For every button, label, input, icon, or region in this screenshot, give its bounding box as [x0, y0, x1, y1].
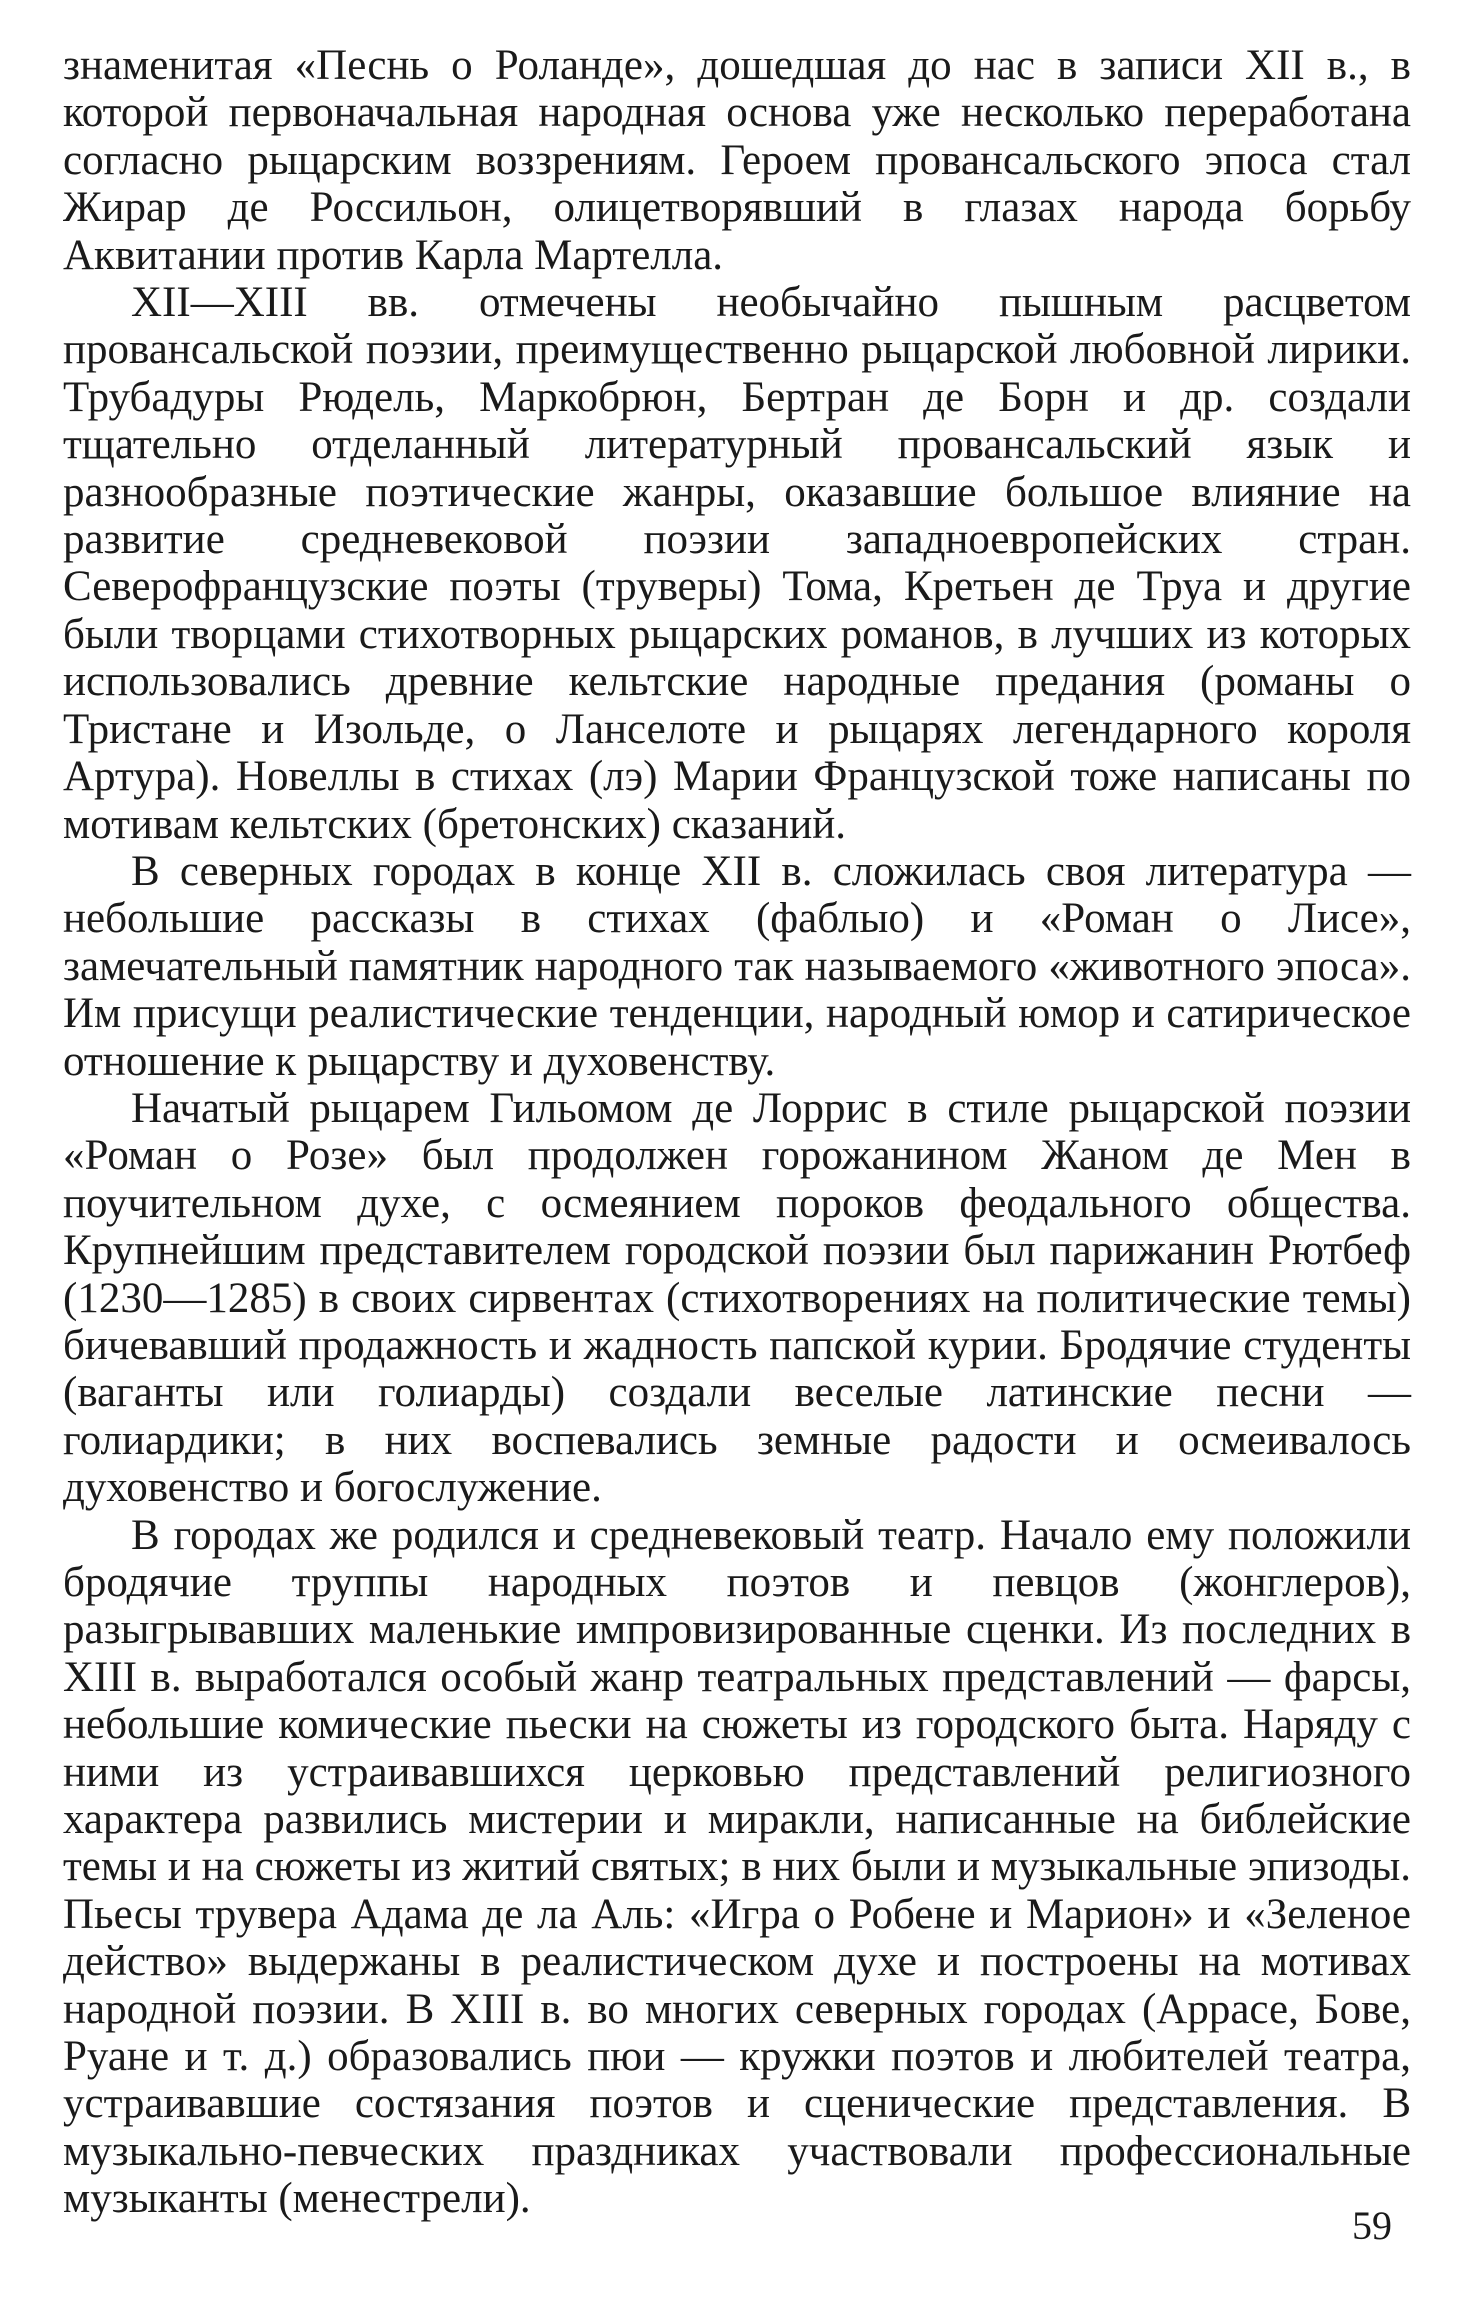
- body-text: [63, 42, 1411, 2223]
- paragraph-northern-cities: В северных городах в конце XII в. сложилась своя литература — небольшие рассказы в стихах (фаблыо) и «Роман о Лисе», замечательный памятник народного так называемого «животного эпоса». Им присущи реалистические тенденции, народный юмор и сатирическое отношение к рыцарству и духовенству.: [63, 847, 1411, 1085]
- page-number: 59: [1352, 2203, 1392, 2248]
- paragraph-troubadours: XII—XIII вв. отмечены необычайно пышным расцветом провансальской поэзии, преимущественно рыцарской любовной лирики. Трубадуры Рюдель, Маркобрюн, Бертран де Борн и др. создали тщательно отделанный литературный провансальский язык и разнообразные поэтические жанры, оказавшие большое влияние на развитие средневековой поэзии западноевропейских стран. Северофранцузские поэты (труверы) Тома, Кретьен де Труа и другие были творцами стихотворных рыцарских романов, в лучших из которых использовались древние кельтские народные предания (романы о Тристане и Изольде, о Ланселоте и рыцарях легендарного короля Артура). Новеллы в стихах (лэ) Марии Французской тоже написаны по мотивам кельтских (бретонских) сказаний.: [63, 279, 1411, 848]
- paragraph-continuation: знаменитая «Песнь о Роланде», дошедшая до нас в записи XII в., в которой первоначальная народная основа уже несколько переработана согласно рыцарским воззрениям. Героем провансальского эпоса стал Жирар де Россильон, олицетворявший в глазах народа борьбу Аквитании против Карла Мартелла.: [63, 42, 1411, 279]
- paragraph-roman-de-la-rose: Начатый рыцарем Гильомом де Лоррис в стиле рыцарской поэзии «Роман о Розе» был продолжен горожанином Жаном де Мен в поучительном духе, с осмеянием пороков феодального общества. Крупнейшим представителем городской поэзии был парижанин Рютбеф (1230—1285) в своих сирвентах (стихотворениях на политические темы) бичевавший продажность и жадность папской курии. Бродячие студенты (ваганты или голиарды) создали веселые латинские песни — голиардики; в них воспевались земные радости и осмеивалось духовенство и богослужение.: [63, 1084, 1411, 1512]
- paragraph-medieval-theatre: В городах же родился и средневековый театр. Начало ему положили бродячие труппы народных поэтов и певцов (жонглеров), разыгрывавших маленькие импровизированные сценки. Из последних в XIII в. выработался особый жанр театральных представлений — фарсы, небольшие комические пьески на сюжеты из городского быта. Наряду с ними из устраивавшихся церковью представлений религиозного характера развились мистерии и миракли, написанные на библейские темы и на сюжеты из житий святых; в них были и музыкальные эпизоды. Пьесы трувера Адама де ла Аль: «Игра о Робене и Марион» и «Зеленое действо» выдержаны в реалистическом духе и построены на мотивах народной поэзии. В XIII в. во многих северных городах (Аррасе, Бове, Руане и т. д.) образовались пюи — кружки поэтов и любителей театра, устраивавшие состязания поэтов и сценические представления. В музыкально-певческих праздниках участвовали профессиональные музыканты (менестрели).: [63, 1511, 1411, 2223]
